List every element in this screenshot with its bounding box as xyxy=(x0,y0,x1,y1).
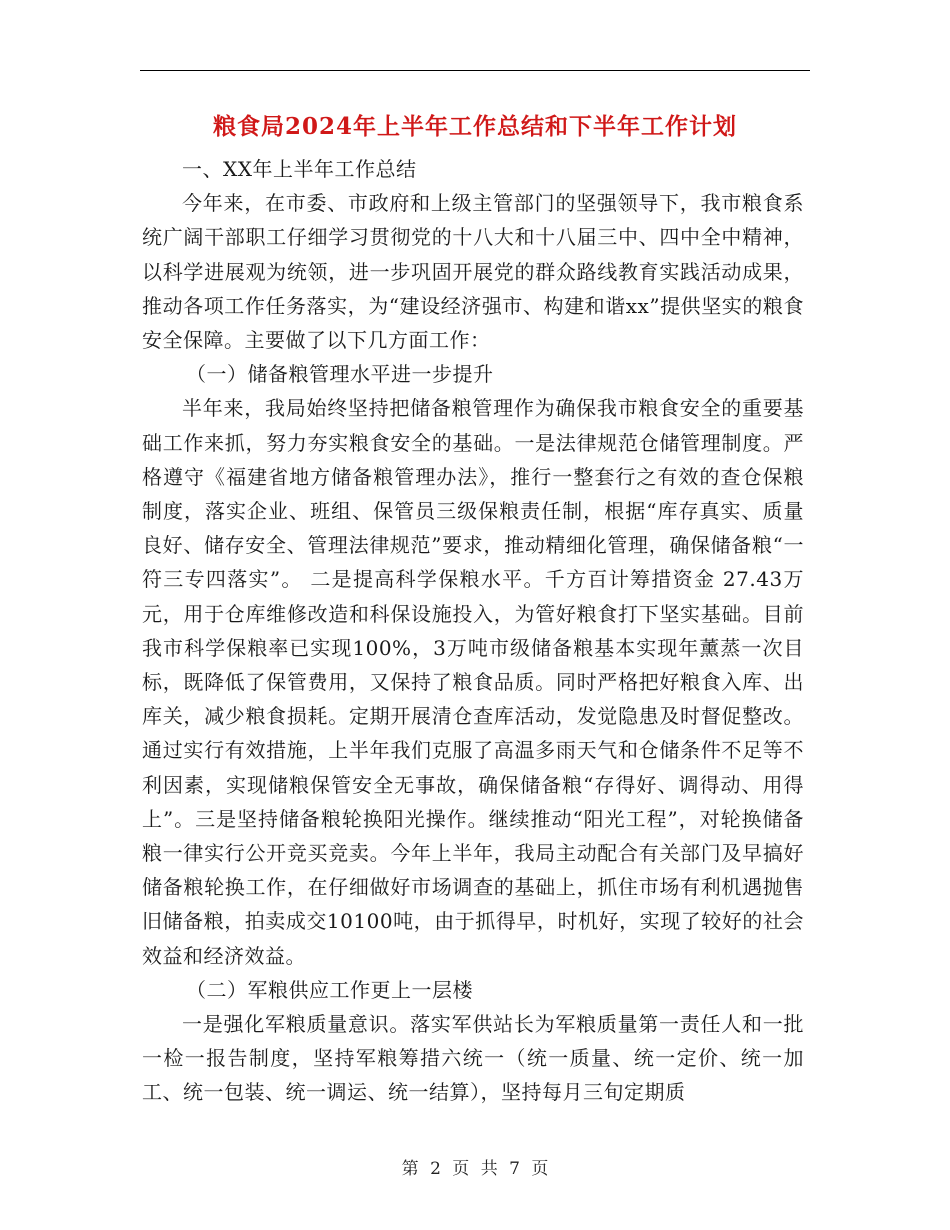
page-number: 第 2 页 共 7 页 xyxy=(401,1159,549,1179)
section-heading: 一、XX年上半年工作总结 xyxy=(182,157,417,181)
paragraph: 半年来，我局始终坚持把储备粮管理作为确保我市粮食安全的重要基础工作来抓，努力夯实粮食安全的基础。一是法律规范仓储管理制度。严格遵守《福建省地方储备粮管理办法》，推行一整套行之有效的查仓保粮制度，落实企业、班组、保管员三级保粮责任制，根据“库存真实、质量良好、储存安全、管理法律规范”要求，推动精细化管理，确保储备粮“一符三专四落实”。 二是提高科学保粮水平。千方百计筹措资金 27.43万元，用于仓库维修改造和科保设施投入，为管好粮食打下坚实基础。目前我市科学保粮率已实现100%，3万吨市级储备粮基本实现年薰蒸一次目标，既降低了保管费用，又保持了粮食品质。同时严格把好粮食入库、出库关，减少粮食损耗。定期开展清仓查库活动，发觉隐患及时督促整改。通过实行有效措施，上半年我们克服了高温多雨天气和仓储条件不足等不利因素，实现储粮保管安全无事故，确保储备粮“存得好、调得动、用得上”。三是坚持储备粮轮换阳光操作。继续推动“阳光工程”，对轮换储备粮一律实行公开竞买竞卖。今年上半年，我局主动配合有关部门及早搞好储备粮轮换工作，在仔细做好市场调查的基础上，抓住市场有利机遇抛售旧储备粮，拍卖成交10100吨，由于抓得早，时机好，实现了较好的社会效益和经济效益。 xyxy=(142,396,804,968)
subsection-heading: （一）储备粮管理水平进一步提升 xyxy=(186,362,494,387)
subsection-heading: （二）军粮供应工作更上一层楼 xyxy=(186,977,473,1002)
header-rule xyxy=(140,70,810,71)
document-title: 粮食局2024年上半年工作总结和下半年工作计划 xyxy=(212,113,737,140)
paragraph: 今年来，在市委、市政府和上级主管部门的坚强领导下，我市粮食系统广阔干部职工仔细学习贯彻党的十八大和十八届三中、四中全中精神，以科学进展观为统领，进一步巩固开展党的群众路线教育实践活动成果，推动各项工作任务落实，为“建设经济强市、构建和谐xx”提供坚实的粮食安全保障。主要做了以下几方面工作： xyxy=(142,191,804,353)
document-body xyxy=(142,152,804,1110)
paragraph: 一是强化军粮质量意识。落实军供站长为军粮质量第一责任人和一批一检一报告制度，坚持军粮筹措六统一（统一质量、统一定价、统一加工、统一包装、统一调运、统一结算），坚持每月三旬定期质 xyxy=(142,1012,804,1105)
